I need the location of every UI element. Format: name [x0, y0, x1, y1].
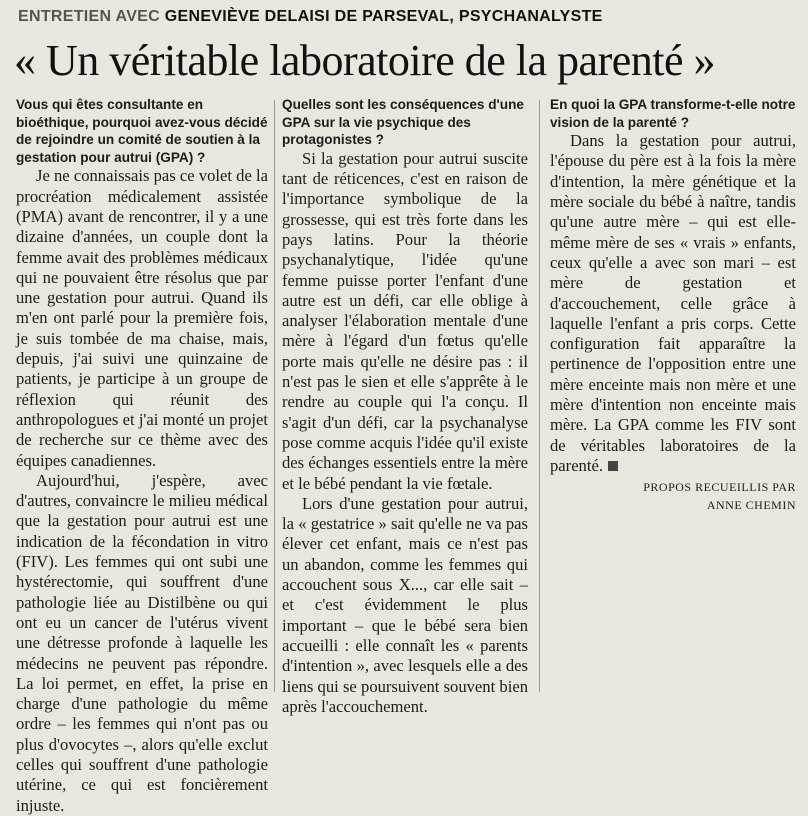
question-3: En quoi la GPA transforme-t-elle notre vision de la parenté ? [550, 97, 796, 130]
answer-1-paragraph-1: Je ne connaissais pas ce volet de la procréation médicalement assistée (PMA) avant de rencontrer, il y a une dizaine d'années, un couple dont la femme avait des problèmes médicaux qui ne pouvaient être résolus que par une gestation pour autrui. Quand ils m'en ont parlé pour la première fois, je suis tombée de ma chaise, mais, depuis, j'ai suivi une quinzaine de patients, je participe à un groupe de réflexion qui réunit des anthropologues et j'ai monté un projet de recherche sur ce thème avec des équipes canadiennes. [16, 166, 268, 470]
article-headline: « Un véritable laboratoire de la parenté » [14, 36, 716, 85]
byline [550, 478, 796, 514]
byline-line-1: PROPOS RECUEILLIS PAR [643, 480, 796, 495]
article-column-3 [550, 96, 796, 700]
interview-kicker [18, 8, 603, 26]
question-2: Quelles sont les conséquences d'une GPA sur la vie psychique des protagonistes ? [282, 97, 524, 148]
column-rule-2 [539, 100, 540, 692]
answer-1-paragraph-2: Aujourd'hui, j'espère, avec d'autres, convaincre le milieu médical que la gestation pour autrui est une indication de la fécondation in vitro (FIV). Les femmes qui ont subi une hystérectomie, qui souffrent d'une pathologie liée au Distilbène ou qui ont eu un cancer de l'utérus vivent une détresse profonde à laquelle les médecins ne peuvent pas répondre. La loi permet, en effet, la prise en charge d'une pathologie du même ordre – les femmes qui n'ont pas ou plus d'ovocytes –, alors qu'elle exclut celles qui souffrent d'une pathologie utérine, ce qui est foncièrement injuste. [16, 470, 268, 815]
column-rule-1 [274, 100, 275, 692]
answer-2-paragraph-2: Lors d'une gestation pour autrui, la « gestatrice » sait qu'elle ne va pas élever cet enfant, mais ce n'est pas un abandon, comme les femmes qui accouchent sous X..., car elle sait – et c'est évidemment le plus important – que le bébé sera bien accueilli : elle connaît les « parents d'intention », avec lesquels elle a des liens qui se poursuivent souvent bien après l'accouchement. [282, 493, 528, 716]
article-column-1 [16, 96, 268, 815]
byline-author: ANNE CHEMIN [706, 498, 796, 513]
answer-3-paragraph-1 [550, 131, 796, 476]
end-of-article-mark [608, 461, 618, 471]
kicker-prefix: ENTRETIEN AVEC [18, 8, 160, 25]
article-column-2 [282, 96, 528, 716]
answer-3-text: Dans la gestation pour autrui, l'épouse du père est à la fois la mère d'intention, la mère génétique et la mère sociale du bébé à naître, tandis qu'une autre mère – qui est elle-même mère de ses « vrais » enfants, ceux qu'elle a avec son mari – est mère de gestation et d'accouchement, celle grâce à laquelle l'enfant a pris corps. Cette configuration fait apparaître la pertinence de l'opposition entre une mère enceinte mais non mère et une mère d'intention non enceinte mais mère. La GPA comme les FIV sont de véritables laboratoires de la parenté. [550, 131, 796, 475]
interviewee-name: GENEVIÈVE DELAISI DE PARSEVAL, PSYCHANALYSTE [164, 8, 603, 25]
answer-2-paragraph-1: Si la gestation pour autrui suscite tant de réticences, c'est en raison de l'importance symbolique de la grossesse, qui est très forte dans les pays latins. Pour la théorie psychanalytique, l'idée qu'une femme puisse porter l'enfant d'une autre est un défi, car elle oblige à analyser l'élaboration mentale d'une mère à l'égard d'un fœtus qu'elle porte mais qu'elle ne désire pas : il n'est pas le sien et elle s'apprête à le rendre au couple qui l'a conçu. Il s'agit d'un défi, car la psychanalyse pose comme acquis l'idée qu'il existe des échanges essentiels entre la mère et le bébé pendant la vie fœtale. [282, 148, 528, 493]
question-1: Vous qui êtes consultante en bioéthique, pourquoi avez-vous décidé de rejoindre un comité de soutien à la gestation pour autrui (GPA) ? [16, 97, 268, 165]
